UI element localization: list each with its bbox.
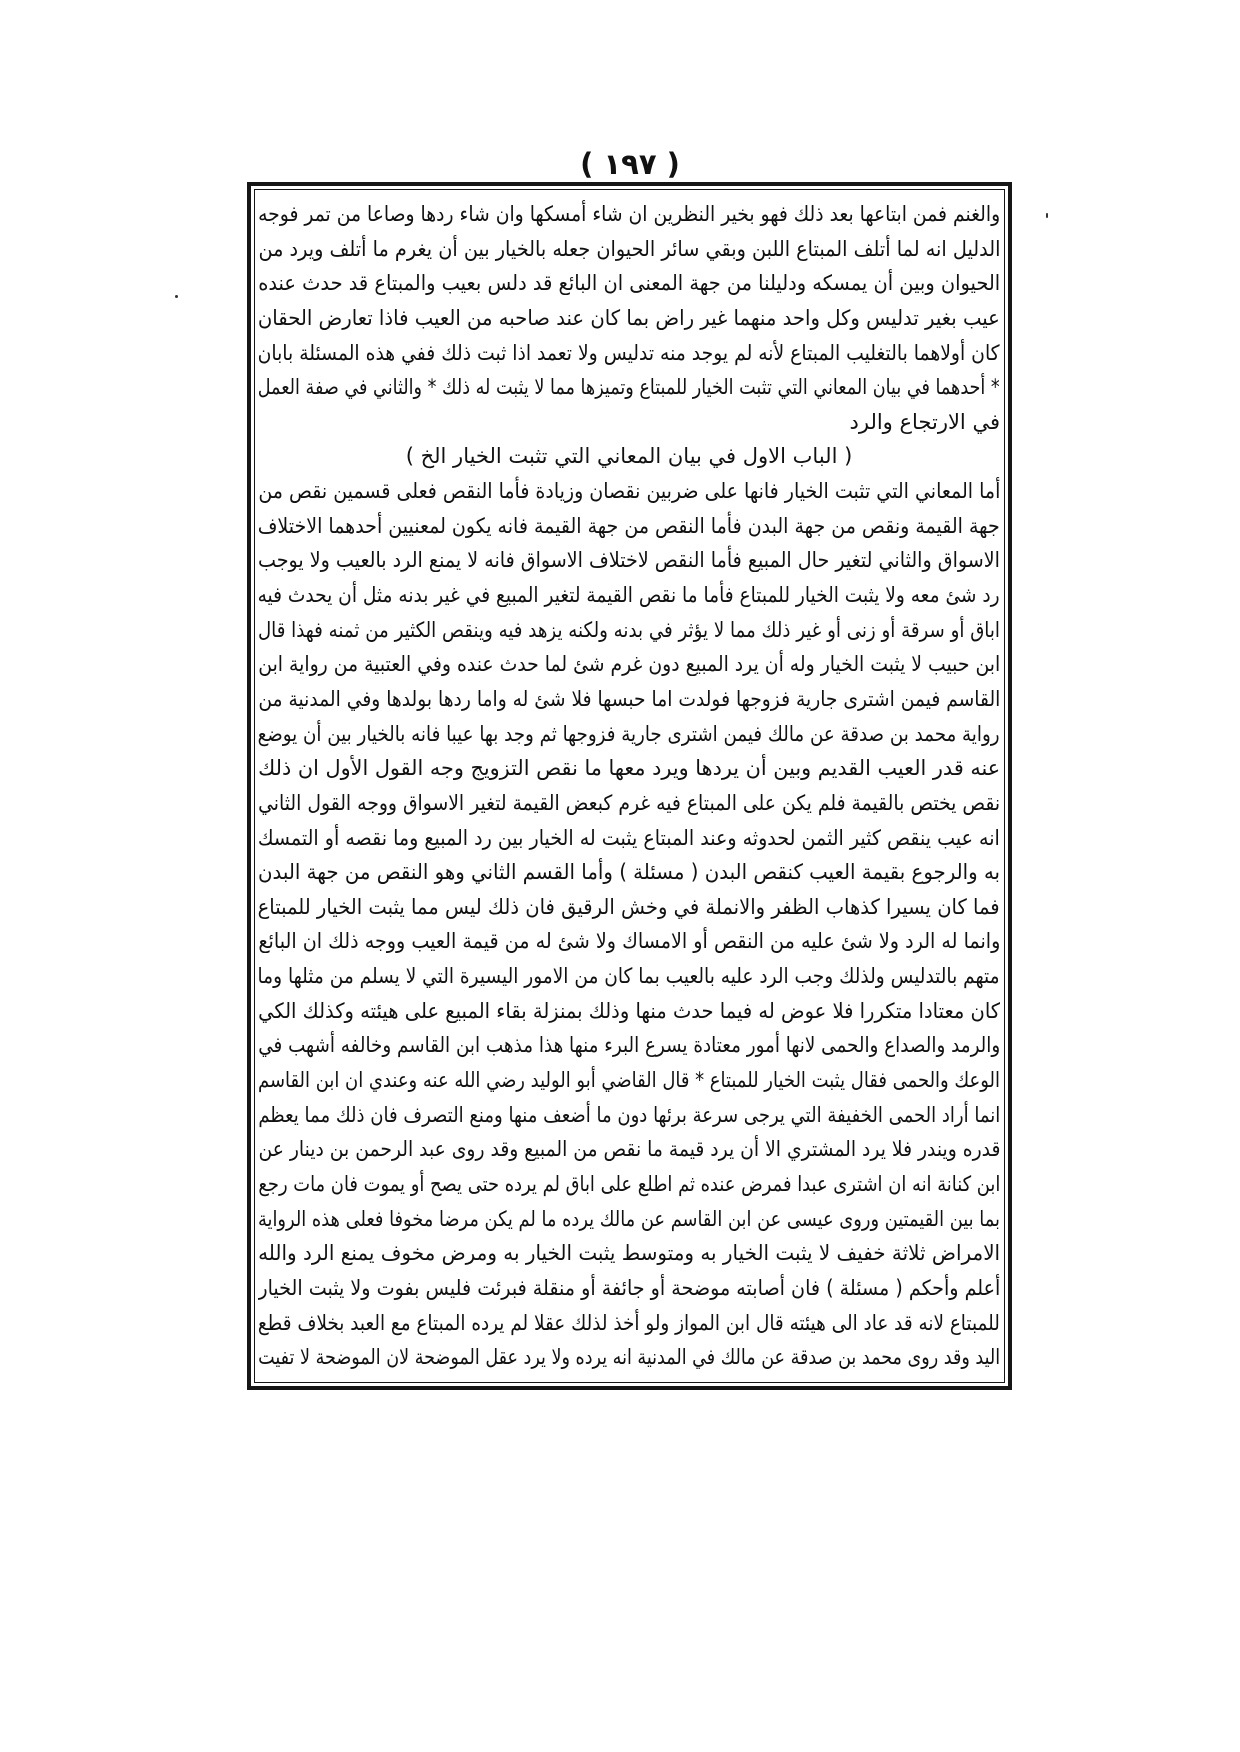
text-line [258,994,1000,1029]
text-line [258,855,1000,890]
text-line-content: والغنم فمن ابتاعها بعد ذلك فهو بخير النظرين ان شاء أمسكها وان شاء ردها وصاعا من تمر فوجه [258,202,1000,226]
text-line-content: ابن حبيب لا يثبت الخيار وله أن يرد المبيع دون غرم شئ لما حدث عنده وفي العتبية من رواية ابن [258,652,1000,677]
text-line [258,543,1000,578]
text-line-content: كان أولاهما بالتغليب المبتاع لأنه لم يوجد منه تدليس ولا تعمد اذا ثبت ذلك ففي هذه المسئلة بابان [258,340,1000,365]
text-line-content: عنه قدر العيب القديم وبين أن يردها ويرد معها ما نقص التزويج وجه القول الأول ان ذلك [258,756,1000,781]
text-line-content: جهة القيمة ونقص من جهة البدن فأما النقص من جهة القيمة فانه يكون لمعنيين أحدهما الاختلاف [258,513,1000,538]
text-line-content: نقص يختص بالقيمة فلم يكن على المبتاع فيه غرم كبعض القيمة لتغير الاسواق ووجه القول الثاني [258,790,1000,815]
text-line [258,1132,1000,1167]
text-line-content: الحيوان وبين أن يمسكه ودليلنا من جهة المعنى ان البائع قد دلس بعيب والمبتاع قد حدث عنده [258,271,1000,296]
text-line-content: رواية محمد بن صدقة عن مالك فيمن اشترى جارية فزوجها ثم وجد بها عيبا فانه بالخيار بين أن يوضع [258,721,1000,746]
text-line-content: والرمد والصداع والحمى لانها أمور معتادة يسرع البرء منها هذا مذهب ابن القاسم وخالفه أشهب في [258,1033,1000,1058]
text-line [258,1236,1000,1271]
scan-speck [1046,213,1048,218]
text-line [258,301,1000,336]
text-line-content: أما المعاني التي تثبت الخيار فانها على ضربين نقصان وزيادة فأما النقص فعلى قسمين نقص من [258,479,1000,504]
text-line [258,509,1000,544]
section-heading-text: ( الباب الاول في بيان المعاني التي تثبت الخيار الخ ) [405,444,853,469]
text-line [258,1028,1000,1063]
text-line-content: بما بين القيمتين وروى عيسى عن ابن القاسم عن مالك يرده ما لم يكن مرضا مخوفا فعلى هذه الرواية [258,1206,1000,1231]
text-line [258,1202,1000,1237]
text-line-content: الدليل انه لما أتلف المبتاع اللبن وبقي سائر الحيوان جعله بالخيار بين أن يغرم ما أتلف ويرد من [258,236,1000,261]
text-line-content: عيب بغير تدليس وكل واحد منهما غير راض بما كان عند صاحبه من العيب فاذا تعارض الحقان [258,305,1000,330]
text-line-content: الاسواق والثاني لتغير حال المبيع فأما النقص لاختلاف الاسواق فانه لا يمنع الرد بالعيب ولا يوجب [258,548,1000,573]
text-line [258,959,1000,994]
text-line-content: انما أراد الحمى الخفيفة التي يرجى سرعة برئها دون ما أضعف منها ومنع التصرف فان ذلك مما يعظم [258,1102,1000,1127]
scan-speck [175,295,178,298]
text-line-content: قدره ويندر فلا يرد المشتري الا أن يرد قيمة ما نقص من المبيع وقد روى عبد الرحمن بن دينار عن [258,1137,1000,1162]
text-line [258,1306,1000,1341]
section-heading [258,439,1000,474]
text-line [258,1340,1000,1375]
text-line-content: كان معتادا متكررا فلا عوض له فيما حدث منها وذلك بمنزلة بقاء المبيع على هيئته وكذلك الكي [258,998,1000,1023]
text-line-content: القاسم فيمن اشترى جارية فزوجها فولدت اما حبسها فلا شئ له واما ردها بولدها وفي المدنية من [258,686,1000,711]
text-line [258,890,1000,925]
text-line [258,717,1000,752]
text-line-content: * أحدهما في بيان المعاني التي تثبت الخيار للمبتاع وتميزها مما لا يثبت له ذلك * والثاني في صفة العمل [258,375,1000,400]
text-line-content: اليد وقد روى محمد بن صدقة عن مالك في المدنية انه يرده ولا يرد عقل الموضحة لان الموضحة لا تفيت [258,1345,1000,1370]
text-line-content: فما كان يسيرا كذهاب الظفر والانملة في وخش الرقيق فان ذلك ليس مما يثبت الخيار للمبتاع [258,894,1000,919]
text-line-content: رد شئ معه ولا يثبت الخيار للمبتاع فأما ما نقص القيمة لتغير المبيع في غير بدنه مثل أن يحدث فيه [258,583,1000,608]
text-line [258,786,1000,821]
text-line-content: الوعك والحمى فقال يثبت الخيار للمبتاع * قال القاضي أبو الوليد رضي الله عنه وعندي ان ابن القاسم [258,1068,1000,1093]
text-line [258,232,1000,267]
text-line [258,1271,1000,1306]
text-line [258,370,1000,405]
text-line [258,821,1000,856]
text-line [258,1063,1000,1098]
text-line [258,474,1000,509]
text-line [258,647,1000,682]
text-line-content: في الارتجاع والرد [849,409,1000,434]
text-line-content: انه عيب ينقص كثير الثمن لحدوثه وعند المبتاع يثبت له الخيار بين رد المبيع وما نقصه أو التمسك [258,825,1000,850]
text-line [258,924,1000,959]
text-line-content: الامراض ثلاثة خفيف لا يثبت الخيار به ومتوسط يثبت الخيار به ومرض مخوف يمنع الرد والله [258,1241,1000,1266]
text-line-content: به والرجوع بقيمة العيب كنقص البدن ( مسئلة ) وأما القسم الثاني وهو النقص من جهة البدن [258,860,1000,885]
text-line [258,266,1000,301]
text-line-content: متهم بالتدليس ولذلك وجب الرد عليه بالعيب بما كان من الامور اليسيرة التي لا يسلم من مثلها وما [258,964,1000,989]
text-line [258,751,1000,786]
text-line [258,613,1000,648]
text-line [258,1098,1000,1133]
text-line [258,578,1000,613]
text-line-last [258,405,1000,440]
text-line [258,682,1000,717]
text-line-content: ابن كنانة انه ان اشترى عبدا فمرض عنده ثم اطلع على اباق لم يرده حتى يصح أو يموت فان مات رجع [258,1171,1000,1196]
text-line [258,197,1000,232]
text-line [258,336,1000,371]
text-line-content: اباق أو سرقة أو زنى أو غير ذلك مما لا يؤثر في بدنه ولكنه يزهد فيه وينقص الكثير من ثمنه فهذا قال [258,617,1000,642]
main-text [258,197,1000,1375]
text-line-content: وانما له الرد ولا شئ عليه من النقص أو الامساك ولا شئ له من قيمة العيب ووجه ذلك ان البائع [258,929,1000,954]
text-line-content: للمبتاع لانه قد عاد الى هيئته قال ابن المواز ولو أخذ لذلك عقلا لم يرده المبتاع مع العبد بخلاف قطع [258,1310,1000,1335]
text-line [258,1167,1000,1202]
page-number: ( ١٩٧ ) [580,147,680,181]
text-line-content: أعلم وأحكم ( مسئلة ) فان أصابته موضحة أو جائفة أو منقلة فبرئت فليس بفوت ولا يثبت الخيار [258,1275,1000,1300]
